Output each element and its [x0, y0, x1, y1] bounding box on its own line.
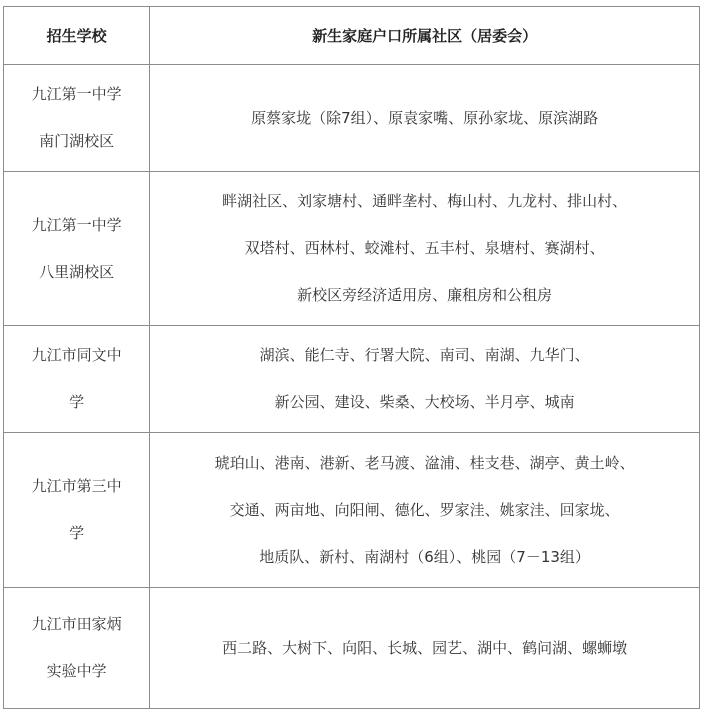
community-line: 西二路、大树下、向阳、长城、园艺、湖中、鹤问湖、螺蛳墩 [222, 638, 628, 657]
school-cell [4, 433, 150, 588]
school-cell [4, 588, 150, 709]
table-row [4, 326, 700, 433]
school-name-line: 九江第一中学 [31, 85, 122, 103]
school-cell [4, 326, 150, 433]
community-line: 琥珀山、港南、港新、老马渡、湓浦、桂支巷、湖亭、黄土岭、 [214, 453, 635, 472]
community-cell [150, 433, 700, 588]
school-name-line: 八里湖校区 [39, 262, 115, 281]
community-line: 地质队、新村、南湖村（6组）、桃园（7－13组） [259, 547, 590, 566]
table-row [4, 588, 700, 709]
enrollment-table [3, 6, 700, 709]
table-row [4, 172, 700, 326]
header-school: 招生学校 [4, 7, 150, 65]
table-row [4, 65, 700, 172]
community-cell [150, 65, 700, 172]
school-cell [4, 65, 150, 172]
school-name-line: 九江市田家炳 [31, 615, 122, 633]
community-line: 交通、两亩地、向阳闸、德化、罗家洼、姚家洼、回家垅、 [229, 500, 620, 519]
school-name-line: 九江市同文中 [31, 346, 122, 364]
school-name-line: 学 [69, 524, 85, 542]
school-cell [4, 172, 150, 326]
community-line: 新校区旁经济适用房、廉租房和公租房 [297, 286, 553, 304]
community-line: 湖滨、能仁寺、行署大院、南司、南湖、九华门、 [259, 346, 590, 364]
school-name-line: 学 [69, 393, 85, 411]
community-line: 畔湖社区、刘家塘村、通畔垄村、梅山村、九龙村、排山村、 [222, 192, 628, 210]
community-cell [150, 172, 700, 326]
community-line: 新公园、建设、柴桑、大校场、半月亭、城南 [274, 393, 575, 411]
table-header-row [4, 7, 700, 65]
community-line: 双塔村、西林村、蛟滩村、五丰村、泉塘村、赛湖村、 [244, 239, 605, 257]
community-line: 原蔡家垅（除7组）、原袁家嘴、原孙家垅、原滨湖路 [251, 108, 599, 127]
school-name-line: 九江第一中学 [31, 215, 122, 234]
community-cell [150, 588, 700, 709]
table-row [4, 433, 700, 588]
community-cell [150, 326, 700, 433]
header-community: 新生家庭户口所属社区（居委会） [150, 7, 700, 65]
school-name-line: 实验中学 [46, 662, 107, 680]
school-name-line: 九江市第三中 [31, 477, 122, 495]
school-name-line: 南门湖校区 [39, 132, 115, 150]
